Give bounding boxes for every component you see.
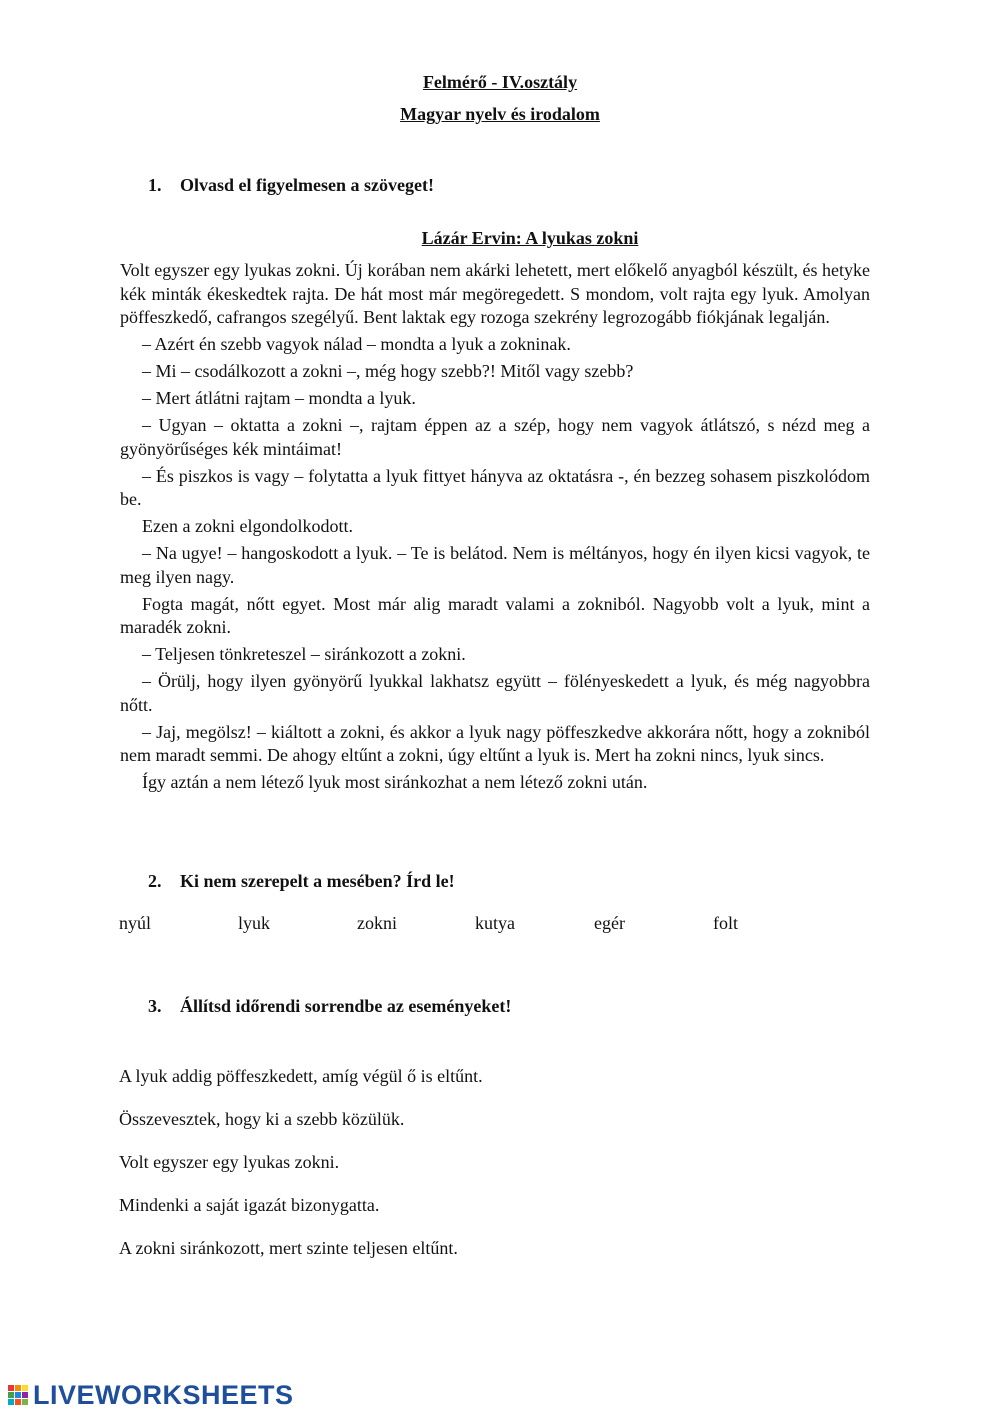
story-paragraph: – Teljesen tönkreteszel – siránkozott a zokni. xyxy=(142,644,466,664)
logo-block xyxy=(15,1392,21,1398)
logo-block xyxy=(8,1392,14,1398)
word-option[interactable]: nyúl xyxy=(119,913,152,933)
story-paragraph: – Örülj, hogy ilyen gyönyörű lyukkal lakhatsz együtt – fölényeskedett a lyuk, és még nagyobbra nőtt. xyxy=(120,671,870,715)
event-item[interactable]: A lyuk addig pöffeszkedett, amíg végül ő is eltűnt. xyxy=(119,1066,483,1086)
question-3-prompt: Állítsd időrendi sorrendbe az eseményeket! xyxy=(180,996,512,1016)
story-text xyxy=(120,259,870,798)
story-paragraph: – Ugyan – oktatta a zokni –, rajtam éppen az a szép, hogy nem vagyok átlátszó, s nézd meg a gyönyörűséges kék mintáimat! xyxy=(120,415,870,459)
logo-brand-text: LIVEWORKSHEETS xyxy=(33,1379,294,1410)
logo-block xyxy=(15,1385,21,1391)
logo-block xyxy=(15,1399,21,1405)
logo-block xyxy=(22,1385,28,1391)
logo-block xyxy=(22,1399,28,1405)
question-3-number: 3. xyxy=(148,996,162,1016)
question-3-heading xyxy=(148,996,511,1017)
word-option[interactable]: lyuk xyxy=(238,913,271,933)
page-subtitle: Magyar nyelv és irodalom xyxy=(400,104,600,124)
story-paragraph: – Mert átlátni rajtam – mondta a lyuk. xyxy=(142,388,416,408)
question-1-heading xyxy=(148,175,434,196)
page-title: Felmérő - IV.osztály xyxy=(422,72,578,92)
story-paragraph: – Na ugye! – hangoskodott a lyuk. – Te is belátod. Nem is méltányos, hogy én ilyen kicsi vagyok, te meg ilyen nagy. xyxy=(120,543,870,587)
logo-block xyxy=(8,1385,14,1391)
event-item[interactable]: Volt egyszer egy lyukas zokni. xyxy=(119,1152,340,1172)
story-paragraph: – Mi – csodálkozott a zokni –, még hogy szebb?! Mitől vagy szebb? xyxy=(142,361,634,381)
story-paragraph: Volt egyszer egy lyukas zokni. Új korában nem akárki lehetett, mert előkelő anyagból készült, és hetyke kék minták ékeskedtek rajta. De hát most már megöregedett. S mondom, volt rajta egy lyuk. Amolyan pöffeszkedő, cafrangos szegélyű. Bent laktak egy rozoga szekrény legrozogább fiókjának legalján. xyxy=(120,260,870,327)
word-option[interactable]: egér xyxy=(594,913,625,933)
event-item[interactable]: Összevesztek, hogy ki a szebb közülük. xyxy=(119,1109,405,1129)
story-paragraph: Fogta magát, nőtt egyet. Most már alig maradt valami a zokniból. Nagyobb volt a lyuk, mint a maradék zokni. xyxy=(120,593,870,637)
word-option[interactable]: zokni xyxy=(357,913,397,933)
liveworksheets-logo xyxy=(8,1380,294,1410)
story-paragraph: – Azért én szebb vagyok nálad – mondta a lyuk a zokninak. xyxy=(142,334,571,354)
word-option[interactable]: kutya xyxy=(475,913,515,933)
question-1-prompt: Olvasd el figyelmesen a szöveget! xyxy=(180,175,434,195)
story-paragraph: – Jaj, megölsz! – kiáltott a zokni, és akkor a lyuk nagy pöffeszkedve akkorára nőtt, hogy a zokniból nem maradt semmi. De ahogy eltűnt a zokni, úgy eltűnt a lyuk is. Mert ha zokni nincs, lyuk sincs. xyxy=(120,721,870,765)
word-option[interactable]: folt xyxy=(713,913,738,933)
question-2-prompt: Ki nem szerepelt a mesében? Írd le! xyxy=(180,871,455,891)
story-paragraph: – És piszkos is vagy – folytatta a lyuk fittyet hányva az oktatásra -, én bezzeg sohasem piszkolódom be. xyxy=(120,465,870,509)
story-paragraph: Így aztán a nem létező lyuk most siránkozhat a nem létező zokni után. xyxy=(142,772,648,792)
event-item[interactable]: Mindenki a saját igazát bizonygatta. xyxy=(119,1195,380,1215)
question-2-heading xyxy=(148,871,455,892)
logo-block xyxy=(22,1392,28,1398)
logo-blocks-icon xyxy=(8,1385,28,1405)
story-paragraph: Ezen a zokni elgondolkodott. xyxy=(142,516,353,536)
question-2-number: 2. xyxy=(148,871,162,891)
event-item[interactable]: A zokni siránkozott, mert szinte teljesen eltűnt. xyxy=(119,1238,458,1258)
logo-block xyxy=(8,1399,14,1405)
story-title: Lázár Ervin: A lyukas zokni xyxy=(421,228,639,248)
question-1-number: 1. xyxy=(148,175,162,195)
